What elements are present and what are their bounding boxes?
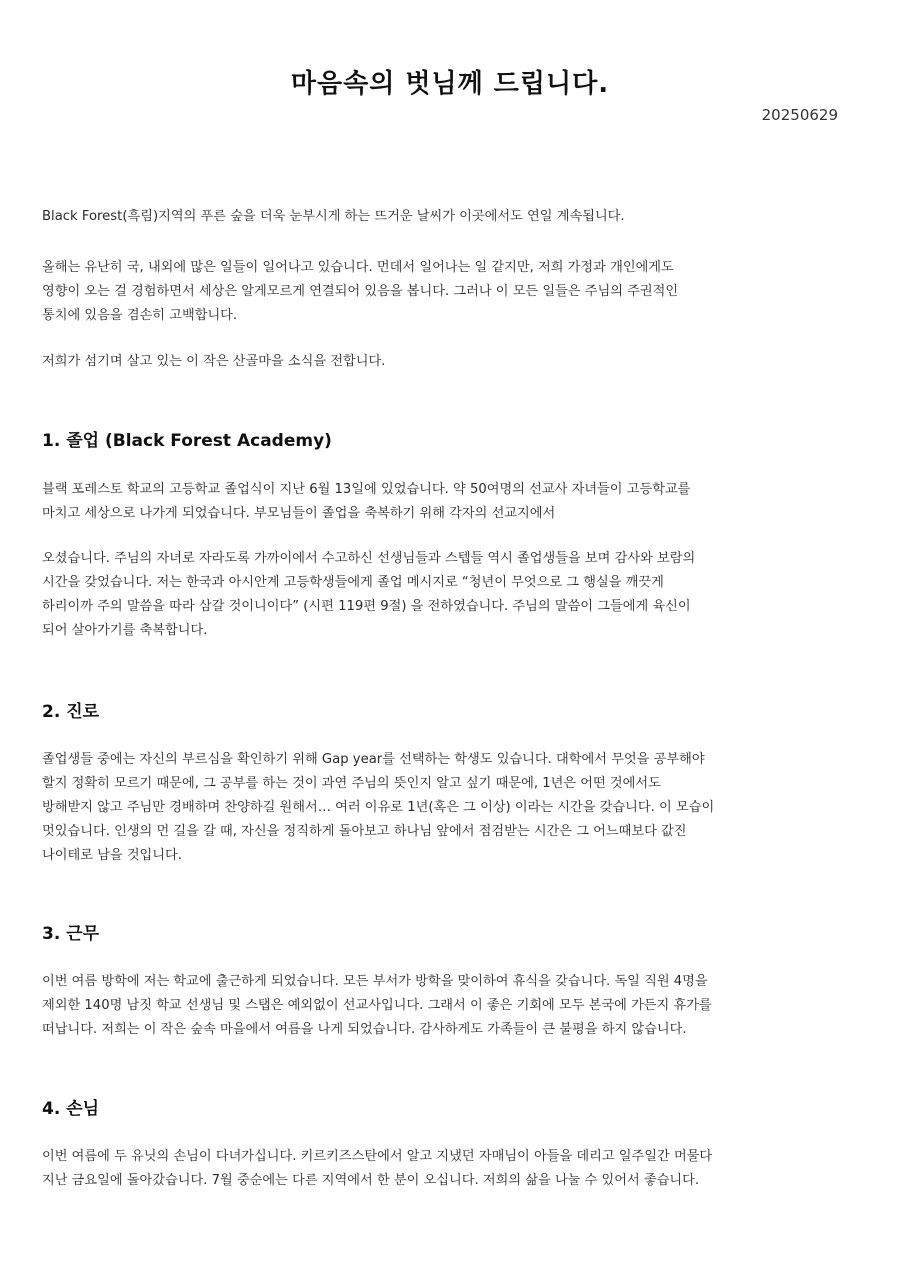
section-heading-career-path: 2. 진로 <box>42 702 100 722</box>
letter-title: 마음속의 벗님께 드립니다. <box>290 69 610 99</box>
text-line: 영향이 오는 걸 경험하면서 세상은 알게모르게 연결되어 있음을 봅니다. 그러나 이 모든 일들은 주님의 주권적인 <box>42 284 679 299</box>
text-line: 졸업생들 중에는 자신의 부르심을 확인하기 위해 Gap year를 선택하는 학생도 있습니다. 대학에서 무엇을 공부해야 <box>42 752 705 767</box>
text-line: 블랙 포레스토 학교의 고등학교 졸업식이 지난 6월 13일에 있었습니다. 약 50여명의 선교사 자녀들이 고등학교를 <box>42 482 691 497</box>
section-heading-work: 3. 근무 <box>42 924 100 944</box>
section-heading-guests: 4. 손님 <box>42 1099 100 1119</box>
text-line: 이번 여름 방학에 저는 학교에 출근하게 되었습니다. 모든 부서가 방학을 맞이하여 휴식을 갖습니다. 독일 직원 4명을 <box>42 974 708 989</box>
text-line: 지난 금요일에 돌아갔습니다. 7월 중순에는 다른 지역에서 한 분이 오십니다. 저희의 삶을 나눌 수 있어서 좋습니다. <box>42 1173 700 1188</box>
text-line: 떠납니다. 저희는 이 작은 숲속 마을에서 여름을 나게 되었습니다. 감사하게도 가족들이 큰 불평을 하지 않습니다. <box>42 1022 687 1037</box>
section-heading-graduation: 1. 졸업 (Black Forest Academy) <box>42 431 332 451</box>
section-1-paragraph-2 <box>42 547 862 643</box>
text-line: 올해는 유난히 국, 내외에 많은 일들이 일어나고 있습니다. 먼데서 일어나는 일 같지만, 저희 가정과 개인에게도 <box>42 260 674 275</box>
text-line: 이번 여름에 두 유닛의 손님이 다녀가십니다. 키르키즈스탄에서 알고 지냈던 자매님이 아들을 데리고 일주일간 머물다 <box>42 1149 713 1164</box>
text-line: Black Forest(흑림)지역의 푸른 숲을 더욱 눈부시게 하는 뜨거운 날씨가 이곳에서도 연일 계속됩니다. <box>42 209 625 224</box>
intro-paragraph-2 <box>42 256 862 328</box>
letter-date: 20250629 <box>761 106 838 124</box>
text-line: 제외한 140명 남짓 학교 선생님 및 스탭은 예외없이 선교사입니다. 그래서 이 좋은 기회에 모두 본국에 가든지 휴가를 <box>42 998 712 1013</box>
text-line: 시간을 갖었습니다. 저는 한국과 아시안계 고등학생들에게 졸업 메시지로 “청년이 무엇으로 그 행실을 깨끗게 <box>42 575 664 590</box>
text-line: 저희가 섬기며 살고 있는 이 작은 산골마을 소식을 전합니다. <box>42 354 386 369</box>
intro-paragraph-1 <box>42 205 862 229</box>
text-line: 하리이까 주의 말씀을 따라 삼갈 것이니이다” (시편 119편 9절) 을 전하였습니다. 주님의 말씀이 그들에게 육신이 <box>42 599 691 614</box>
text-line: 되어 살아가기를 축복합니다. <box>42 623 208 638</box>
section-2-paragraph-1 <box>42 748 862 868</box>
intro-paragraph-3 <box>42 350 862 374</box>
text-line: 할지 정확히 모르기 때문에, 그 공부를 하는 것이 과연 주님의 뜻인지 알고 싶기 때문에, 1년은 어떤 것에서도 <box>42 776 661 791</box>
section-4-paragraph-1 <box>42 1145 862 1193</box>
text-line: 나이테로 남을 것입니다. <box>42 848 182 863</box>
text-line: 멋있습니다. 인생의 먼 길을 갈 때, 자신을 정직하게 돌아보고 하나님 앞에서 점검받는 시간은 그 어느때보다 값진 <box>42 824 687 839</box>
text-line: 통치에 있음을 겸손히 고백합니다. <box>42 308 238 323</box>
section-1-paragraph-1 <box>42 478 862 526</box>
section-3-paragraph-1 <box>42 970 862 1042</box>
text-line: 마치고 세상으로 나가게 되었습니다. 부모님들이 졸업을 축복하기 위해 각자의 선교지에서 <box>42 506 556 521</box>
text-line: 오셨습니다. 주님의 자녀로 자라도록 가까이에서 수고하신 선생님들과 스텝들 역시 졸업생들을 보며 감사와 보람의 <box>42 551 696 566</box>
text-line: 방해받지 않고 주님만 경배하며 찬양하길 원해서… 여러 이유로 1년(혹은 그 이상) 이라는 시간을 갖습니다. 이 모습이 <box>42 800 715 815</box>
